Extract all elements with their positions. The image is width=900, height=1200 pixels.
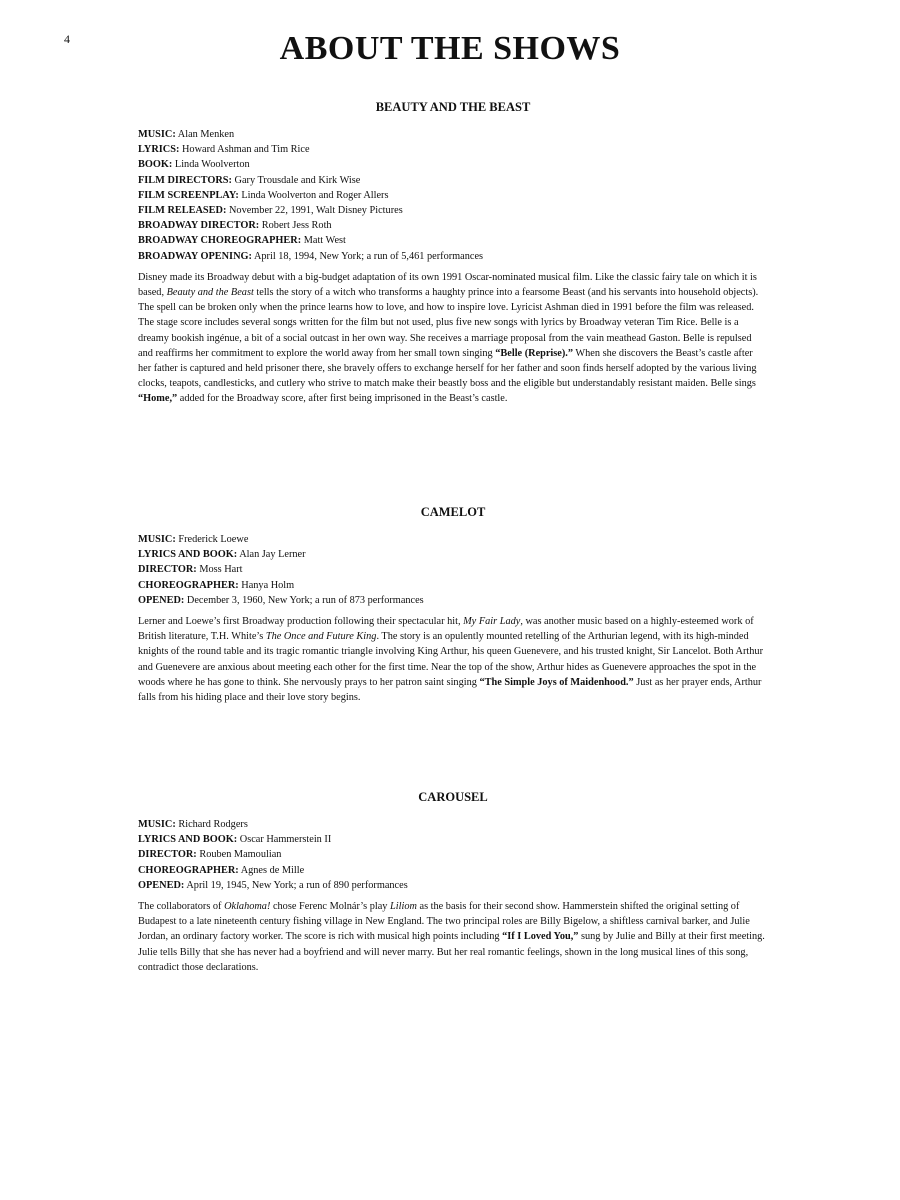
- credit-label: CHOREOGRAPHER:: [138, 579, 239, 591]
- page-title: ABOUT THE SHOWS: [279, 30, 621, 67]
- credit-label: LYRICS AND BOOK:: [138, 549, 238, 561]
- credit-value: Oscar Hammerstein II: [239, 834, 332, 846]
- description-text: sung by Julie and Billy at their first meeting. Julie tells Billy that she has never had a boyfriend and will never marry. But her real romantic feelings, shown in the long musical lines of this song, contradict those declarations.: [138, 931, 765, 973]
- song-title: “Home,”: [138, 393, 178, 405]
- show-section-beauty-and-the-beast: [138, 100, 768, 407]
- description-text: chose Ferenc Molnár’s play: [270, 901, 391, 913]
- credit-label: MUSIC:: [138, 129, 176, 140]
- italic-title: Liliom: [390, 901, 417, 913]
- song-title: “The Simple Joys of Maidenhood.”: [479, 676, 634, 688]
- credit-value: April 19, 1945, New York; a run of 890 performances: [186, 879, 408, 891]
- credit-value: Hanya Holm: [241, 579, 295, 591]
- credit-value: Linda Woolverton: [174, 159, 250, 171]
- credit-label: BROADWAY DIRECTOR:: [138, 220, 260, 232]
- credit-value: Alan Jay Lerner: [239, 549, 306, 561]
- credit-value: December 3, 1960, New York; a run of 873 performances: [186, 594, 424, 606]
- credit-label: BOOK:: [138, 159, 173, 171]
- italic-title: My Fair Lady: [463, 616, 521, 628]
- credit-value: Linda Woolverton and Roger Allers: [241, 189, 389, 201]
- credit-line: [138, 562, 768, 577]
- credit-value: Rouben Mamoulian: [199, 849, 282, 861]
- credit-line: [138, 878, 768, 893]
- credit-label: FILM SCREENPLAY:: [138, 189, 239, 201]
- italic-title: Oklahoma!: [224, 901, 271, 913]
- show-title: CAROUSEL: [418, 790, 488, 804]
- credit-label: MUSIC:: [138, 819, 176, 830]
- credit-line: [138, 547, 768, 562]
- credit-value: Alan Menken: [177, 129, 235, 140]
- italic-title: Beauty and the Beast: [166, 287, 254, 299]
- credit-label: FILM RELEASED:: [138, 205, 227, 217]
- description-text: When she discovers the Beast’s castle after her father is captured and held prisoner there, she bravely offers to exchange herself for her father and soon finds herself adopted by the various living clocks, teapots, candlesticks, and cutlery who strive to match make their beastly boss and the eligible but understandably resistant maiden. Belle sings: [138, 347, 757, 390]
- credit-value: April 18, 1994, New York; a run of 5,461 performances: [253, 250, 484, 262]
- credit-line: [138, 578, 768, 593]
- credit-value: Gary Trousdale and Kirk Wise: [234, 174, 361, 186]
- credit-label: DIRECTOR:: [138, 849, 197, 861]
- credit-label: BROADWAY CHOREOGRAPHER:: [138, 235, 302, 247]
- credit-value: Moss Hart: [199, 564, 243, 576]
- credits-list: [138, 532, 768, 608]
- description-text: added for the Broadway score, after first being imprisoned in the Beast’s castle.: [177, 393, 508, 405]
- description-text: The collaborators of: [138, 901, 225, 913]
- credit-line: [138, 863, 768, 878]
- description-text: tells the story of a witch who transforms a haughty prince into a fearsome Beast (and his servants into household objects). The spell can be broken only when the prince learns how to love, and how to inspire love. Lyricist Ashman died in 1991 before the film was released. The stage score includes several songs written for the film but not used, plus five new songs with lyrics by Broadway veteran Tim Rice. Belle is a dreamy bookish ingénue, a bit of a social outcast in her own way. She receives a marriage proposal from the vain meathead Gaston. Belle is repulsed and reaffirms her commitment to explore the world away from her small town singing: [138, 287, 759, 359]
- page-number: 4: [64, 32, 70, 46]
- credit-line: [138, 142, 768, 157]
- credit-line: [138, 249, 768, 264]
- credit-value: November 22, 1991, Walt Disney Pictures: [228, 205, 403, 217]
- credit-line: [138, 157, 768, 172]
- credit-line: [138, 847, 768, 862]
- italic-title: The Once and Future King: [265, 631, 377, 643]
- show-section-carousel: [138, 790, 768, 975]
- credit-line: [138, 532, 768, 547]
- credits-list: [138, 127, 768, 264]
- credit-line: [138, 218, 768, 233]
- show-title: BEAUTY AND THE BEAST: [375, 100, 531, 114]
- credit-line: [138, 173, 768, 188]
- description-text: , was another music based on a highly-esteemed work of British literature, T.H. White’s: [138, 616, 754, 643]
- credit-line: [138, 188, 768, 203]
- description-text: Lerner and Loewe’s first Broadway production following their spectacular hit,: [138, 616, 464, 628]
- credit-line: [138, 233, 768, 248]
- credit-label: BROADWAY OPENING:: [138, 250, 252, 262]
- credit-label: OPENED:: [138, 879, 185, 891]
- description-text: Just as her prayer ends, Arthur falls from his hiding place and their love story begins.: [138, 676, 762, 704]
- credit-label: OPENED:: [138, 594, 185, 606]
- credit-value: Richard Rodgers: [178, 819, 248, 830]
- credit-value: Matt West: [303, 235, 346, 247]
- show-description: [138, 899, 768, 975]
- show-description: [138, 614, 768, 705]
- credit-value: Frederick Loewe: [178, 534, 249, 545]
- show-title: CAMELOT: [420, 505, 486, 519]
- credit-label: LYRICS AND BOOK:: [138, 834, 238, 846]
- credit-line: [138, 127, 768, 142]
- credit-line: [138, 593, 768, 608]
- credits-list: [138, 817, 768, 893]
- credit-label: CHOREOGRAPHER:: [138, 864, 239, 876]
- description-text: as the basis for their second show. Hammerstein shifted the original setting of Budapest to a late nineteenth century fishing village in New England. The two principal roles are Billy Bigelow, a shiftless carnival barker, and Julie Jordan, an ordinary factory worker. The score is rich with musical high points including: [138, 901, 750, 943]
- credit-line: [138, 203, 768, 218]
- credit-line: [138, 817, 768, 832]
- show-section-camelot: [138, 505, 768, 705]
- song-title: “Belle (Reprise).”: [495, 347, 574, 359]
- description-text: . The story is an opulently mounted retelling of the Arthurian legend, with its high-minded knights of the round table and its tragic romantic triangle involving King Arthur, his queen Guenevere, and his trusted knight, Sir Lancelot. Both Arthur and Guenevere are anxious about meeting each other for the first time. Near the top of the show, Arthur hides as Guenevere approaches the spot in the woods where he has gone to think. She nervously prays to her patron saint singing: [138, 631, 763, 688]
- description-text: Disney made its Broadway debut with a big-budget adaptation of its own 1991 Oscar-nominated musical film. Like the classic fairy tale on which it is based,: [138, 271, 757, 299]
- credit-value: Howard Ashman and Tim Rice: [181, 144, 310, 156]
- credit-value: Agnes de Mille: [240, 864, 305, 876]
- credit-line: [138, 832, 768, 847]
- credit-value: Robert Jess Roth: [261, 220, 332, 232]
- credit-label: LYRICS:: [138, 144, 180, 156]
- show-description: [138, 270, 768, 407]
- credit-label: FILM DIRECTORS:: [138, 174, 232, 186]
- credit-label: MUSIC:: [138, 534, 176, 545]
- song-title: “If I Loved You,”: [502, 931, 579, 943]
- credit-label: DIRECTOR:: [138, 564, 197, 576]
